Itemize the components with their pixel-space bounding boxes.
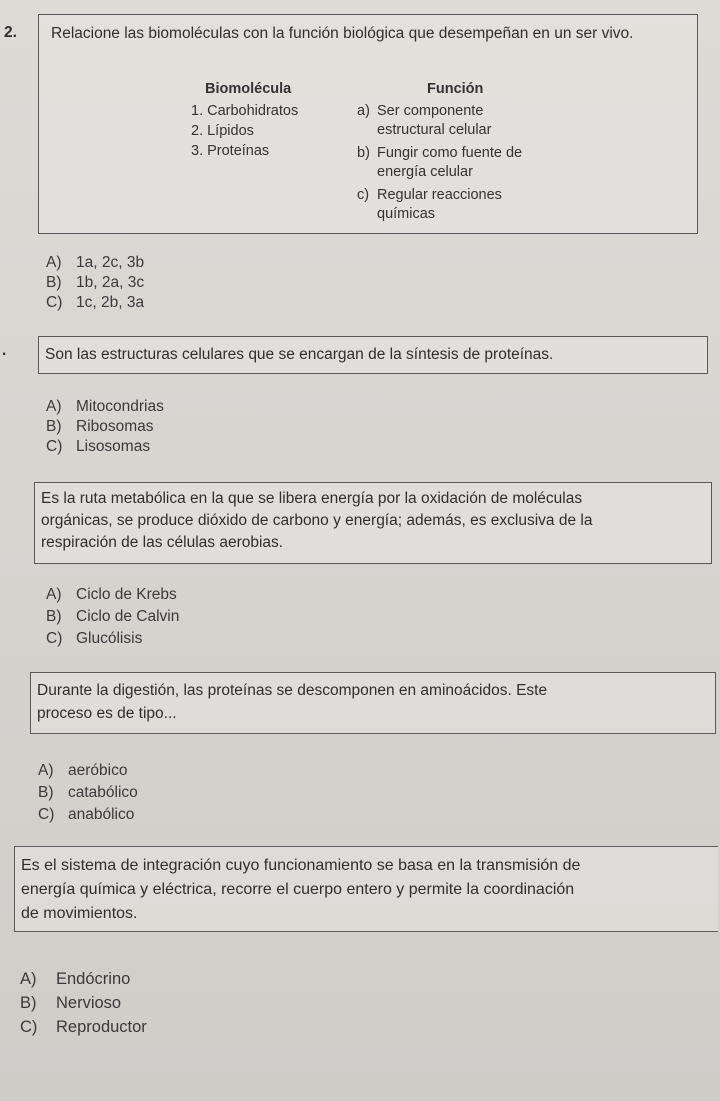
question-1-box xyxy=(38,14,698,234)
question-4-box xyxy=(30,672,716,734)
question-5-box xyxy=(14,846,718,932)
right-item-b-line2: energía celular xyxy=(377,164,473,180)
option-letter: B) xyxy=(38,784,54,801)
question-5-line3: de movimientos. xyxy=(21,905,138,922)
option-text: catabólico xyxy=(68,784,138,801)
right-item-a-line1: Ser componente xyxy=(377,103,484,119)
option-text: Endócrino xyxy=(56,970,131,988)
q3-option-c[interactable] xyxy=(46,630,142,648)
right-item-b-line1: Fungir como fuente de xyxy=(377,145,523,161)
right-item-b-letter: b) xyxy=(357,145,370,161)
q2-option-c[interactable] xyxy=(46,438,150,456)
q1-option-c[interactable] xyxy=(46,294,144,312)
option-letter: A) xyxy=(20,970,37,988)
option-text: Nervioso xyxy=(56,994,122,1012)
q3-option-b[interactable] xyxy=(46,608,179,626)
option-letter: B) xyxy=(46,608,62,625)
question-2-text: Son las estructuras celulares que se encargan de la síntesis de proteínas. xyxy=(45,346,554,363)
q2-option-b[interactable] xyxy=(46,418,154,436)
q1-option-b[interactable] xyxy=(46,274,144,292)
q2-option-a[interactable] xyxy=(46,398,164,416)
option-letter: B) xyxy=(20,994,37,1012)
option-text: Ribosomas xyxy=(76,418,154,435)
q5-option-a[interactable] xyxy=(20,970,130,989)
option-text: 1c, 2b, 3a xyxy=(76,294,145,311)
option-text: 1b, 2a, 3c xyxy=(76,274,145,291)
right-item-a-line2: estructural celular xyxy=(377,122,492,138)
option-letter: B) xyxy=(46,274,62,291)
question-3-line1: Es la ruta metabólica en la que se libera energía por la oxidación de moléculas xyxy=(41,490,583,507)
q5-option-c[interactable] xyxy=(20,1018,147,1037)
option-text: aeróbico xyxy=(68,762,128,779)
q4-option-b[interactable] xyxy=(38,784,138,802)
option-letter: C) xyxy=(38,806,55,823)
option-letter: A) xyxy=(38,762,54,779)
option-letter: C) xyxy=(46,294,63,311)
option-text: Reproductor xyxy=(56,1018,147,1036)
option-letter: C) xyxy=(46,630,63,647)
option-text: 1a, 2c, 3b xyxy=(76,254,145,271)
option-letter: A) xyxy=(46,398,62,415)
right-item-a-letter: a) xyxy=(357,103,370,119)
option-text: Glucólisis xyxy=(76,630,143,647)
option-letter: A) xyxy=(46,254,62,271)
question-4-line2: proceso es de tipo... xyxy=(37,705,177,722)
q3-option-a[interactable] xyxy=(46,586,177,604)
option-letter: C) xyxy=(20,1018,38,1036)
question-4-line1: Durante la digestión, las proteínas se descomponen en aminoácidos. Este xyxy=(37,682,548,699)
question-2-number: . xyxy=(2,342,7,359)
option-text: Ciclo de Krebs xyxy=(76,586,177,603)
option-letter: B) xyxy=(46,418,62,435)
right-item-c-letter: c) xyxy=(357,187,370,203)
q5-option-b[interactable] xyxy=(20,994,121,1013)
option-letter: C) xyxy=(46,438,63,455)
option-text: Lisosomas xyxy=(76,438,151,455)
header-funcion: Función xyxy=(427,81,484,97)
left-item-2: 2. Lípidos xyxy=(191,123,254,139)
question-2-box xyxy=(38,336,708,374)
option-text: Mitocondrias xyxy=(76,398,164,415)
option-text: Ciclo de Calvin xyxy=(76,608,180,625)
right-item-c-line1: Regular reacciones xyxy=(377,187,502,203)
question-1-text: Relacione las biomoléculas con la función biológica que desempeñan en un ser vivo. xyxy=(51,25,634,42)
question-3-line3: respiración de las células aerobias. xyxy=(41,534,284,551)
question-5-line2: energía química y eléctrica, recorre el cuerpo entero y permite la coordinación xyxy=(21,881,575,898)
q4-option-c[interactable] xyxy=(38,806,134,824)
right-item-c-line2: químicas xyxy=(377,206,436,222)
question-5-line1: Es el sistema de integración cuyo funcionamiento se basa en la transmisión de xyxy=(21,857,581,874)
option-letter: A) xyxy=(46,586,62,603)
q1-option-a[interactable] xyxy=(46,254,144,272)
header-biomolecula: Biomolécula xyxy=(205,81,292,97)
left-item-1: 1. Carbohidratos xyxy=(191,103,299,119)
q4-option-a[interactable] xyxy=(38,762,127,780)
question-1-number: 2. xyxy=(4,24,17,41)
left-item-3: 3. Proteínas xyxy=(191,143,270,159)
question-3-box xyxy=(34,482,712,564)
question-3-line2: orgánicas, se produce dióxido de carbono y energía; además, es exclusiva de la xyxy=(41,512,593,529)
option-text: anabólico xyxy=(68,806,135,823)
